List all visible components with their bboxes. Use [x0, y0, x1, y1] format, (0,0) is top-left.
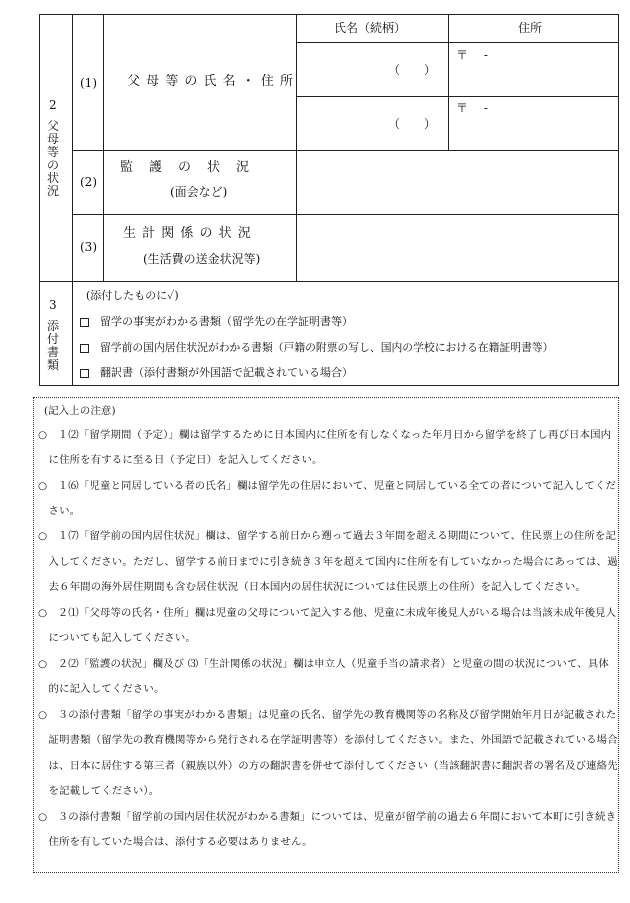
row3-label: 生 計 関 係 の 状 況	[123, 226, 252, 241]
note-line: ○ ３の添付書類「留学前の国内居住状況がわかる書類」については、児童が留学前の過去６年間において本町に引き続き	[38, 811, 617, 823]
row2-input[interactable]	[297, 151, 618, 214]
item-study-proof: 留学の事実がわかる書類（留学先の在学証明書等）	[100, 315, 353, 328]
header-name: 氏名（続柄）	[334, 21, 407, 35]
note-line: ○ １⑹「児童と同居している者の氏名」欄は留学先の住居において、児童と同居している全ての者について記入してくだ	[38, 480, 616, 492]
note-line: さい。	[38, 505, 81, 517]
row2-label: 監 護 の 状 況	[120, 160, 251, 175]
row3-sublabel: (生活費の送金状況等)	[143, 252, 261, 266]
section2-label: 父 母 等 の 状 況	[46, 119, 59, 198]
row3-input[interactable]	[297, 215, 618, 281]
section2-number: 2	[49, 98, 57, 112]
note-line: 住所を有していた場合は、添付する必要はありません。	[38, 836, 313, 848]
notes-title: (記入上の注意)	[44, 405, 116, 417]
note-line: についても記入してください。	[38, 632, 196, 644]
row3-number: (3)	[80, 240, 97, 254]
checkbox-residence-proof[interactable]	[80, 344, 89, 353]
note-line: 入してください。ただし、留学する前日までに引き続き３年を超えて国内に住所を有していなかった場合にあっては、過	[38, 556, 618, 568]
row1-number: (1)	[80, 76, 97, 90]
note-line: ○ １⑺「留学前の国内居住状況」欄は、留学する前日から遡って過去３年間を超える期間について、住民票上の住所を記	[38, 530, 616, 542]
note-line: ○ ２⑴「父母等の氏名・住所」欄は児童の父母について記入する他、児童に未成年後見人がいる場合は当該未成年後見人	[38, 607, 617, 619]
checkbox-translation[interactable]	[80, 369, 89, 378]
notes-box	[33, 397, 619, 873]
note-line: は、日本に居住する第三者（親族以外）の方の翻訳書を併せて添付してください（当該翻訳書に翻訳者の署名及び連絡先	[38, 760, 618, 772]
checkbox-study-proof[interactable]	[80, 318, 89, 327]
section3-instruction: (添付したものに✓)	[86, 289, 179, 302]
note-line: 去６年間の海外居住期間も含む居住状況（日本国内の居住状況については住民票上の住所）を記入してください。	[38, 581, 586, 593]
item-translation: 翻訳書（添付書類が外国語で記載されている場合）	[100, 366, 353, 379]
row1-label: 父 母 等 の 氏 名 ・ 住 所	[127, 74, 295, 89]
header-address: 住所	[518, 21, 543, 35]
note-line: 証明書類（留学先の教育機関等から発行される在学証明書等）を添付してください。また、外国語で記載されている場合	[38, 734, 618, 746]
row2-number: (2)	[80, 175, 97, 189]
address-field-1[interactable]: 〒 -	[456, 48, 488, 62]
note-line: ○ １⑵「留学期間（予定）」欄は留学するために日本国内に住所を有しなくなった年月日から留学を終了し再び日本国内	[38, 429, 612, 441]
row2-sublabel: (面会など)	[170, 185, 228, 199]
section3-label: 添 付 書 類	[46, 319, 59, 372]
note-line: に住所を有するに至る日（予定日）を記入してください。	[38, 454, 323, 466]
section3-number: 3	[49, 298, 57, 312]
relation-field-2[interactable]: （ ）	[388, 117, 437, 131]
note-line: ○ ２⑵「監護の状況」欄及び ⑶「生計関係の状況」欄は申立人（児童手当の請求者）と児童の間の状況について、具体	[38, 658, 609, 670]
note-line: ○ ３の添付書類「留学の事実がわかる書類」は児童の氏名、留学先の教育機関等の名称及び留学開始年月日が記載された	[38, 709, 617, 721]
item-residence-proof: 留学前の国内居住状況がわかる書類（戸籍の附票の写し、国内の学校における在籍証明書等）	[100, 341, 554, 354]
note-line: 的に記入してください。	[38, 683, 165, 695]
relation-field-1[interactable]: （ ）	[388, 63, 437, 77]
address-field-2[interactable]: 〒 -	[456, 101, 488, 115]
note-line: を記載してください）。	[38, 785, 160, 797]
